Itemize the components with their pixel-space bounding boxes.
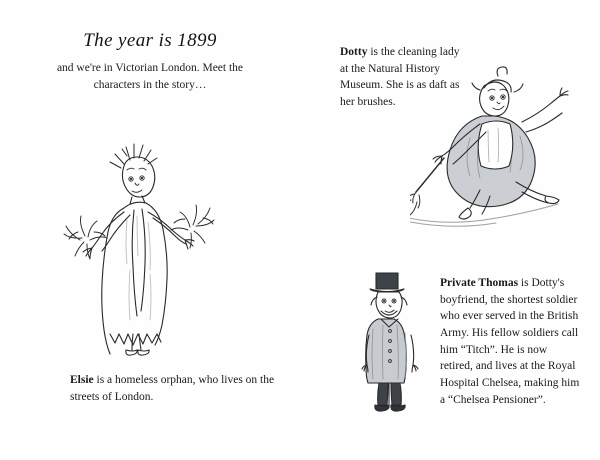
thomas-illustration [345,265,435,425]
page-title: The year is 1899 [83,30,217,51]
elsie-illustration [60,120,230,360]
dotty-caption-text: is the cleaning lady at the Natural History Museum. She is as daft as her brushes. [340,46,460,109]
dotty-illustration [410,50,590,230]
intro-text: and we're in Victorian London. Meet the characters in the story… [56,62,244,92]
elsie-caption-text: is a homeless orphan, who lives on the streets of London. [70,374,275,404]
elsie-caption [70,372,280,407]
thomas-caption [440,275,580,408]
thomas-caption-text: is Dotty's boyfriend, the shortest soldier who ever served in the British Army. His fellow soldiers call him “Titch”. He is now retired, and lives at the Royal Hospital Chelsea, making him a “Chelsea Pensioner”. [440,277,580,406]
dotty-name: Dotty [340,46,368,58]
thomas-name: Private Thomas [440,277,519,289]
elsie-name: Elsie [70,374,94,386]
